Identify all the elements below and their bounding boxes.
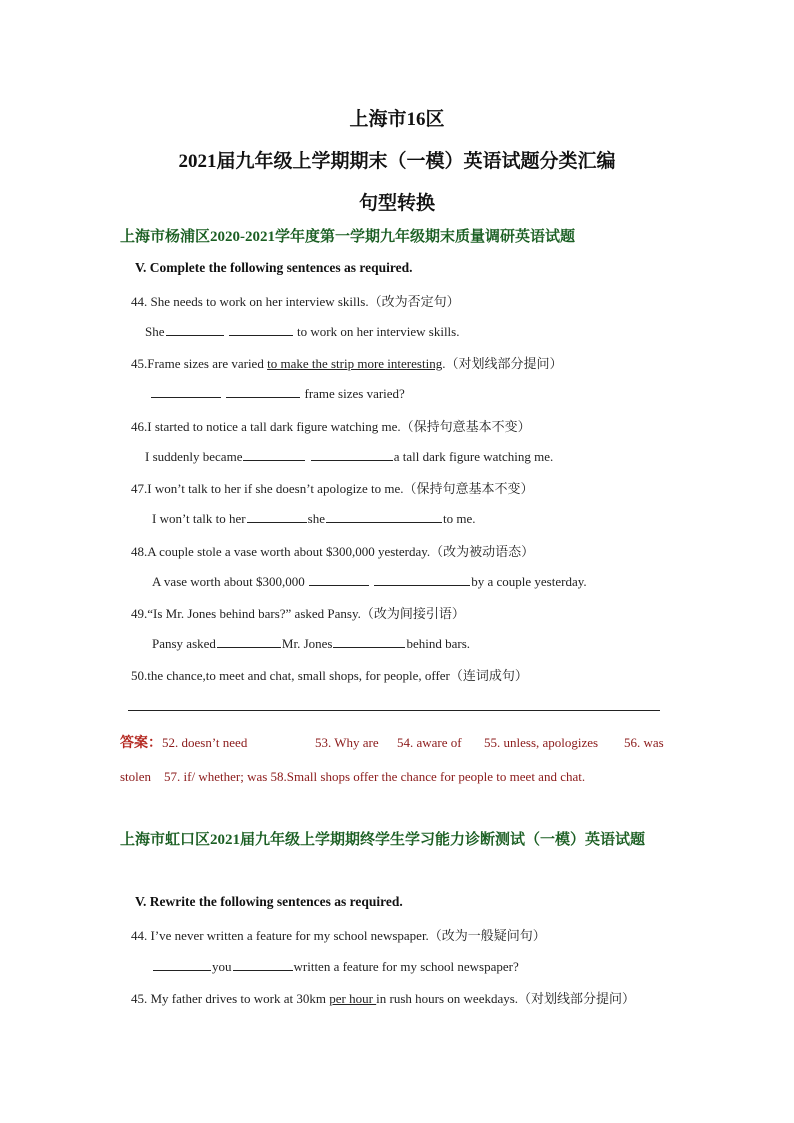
answer-blank[interactable] [247,509,307,523]
question-49: 49.“Is Mr. Jones behind bars?” asked Pansy.（改为间接引语） [131,606,465,621]
answer-blank[interactable] [311,447,393,461]
question-45 [131,353,562,372]
answer-line-45 [150,384,405,402]
answer-suffix: to me. [442,511,476,526]
answer-line-49 [152,634,470,652]
section-instruction: V. Rewrite the following sentences as required. [135,894,403,909]
answer-prefix: Pansy asked [152,636,216,651]
answer-key-item: 53. Why are [315,735,379,750]
doc-title-topic: 句型转换 [358,193,435,214]
answer-prefix: I won’t talk to her [152,511,246,526]
answer-key-item: 55. unless, apologizes [484,735,599,750]
answer-suffix: to work on her interview skills. [297,324,460,339]
doc-title-main: 2021届九年级上学期期末（一模）英语试题分类汇编 [178,151,616,172]
question-44b: 44. I’ve never written a feature for my school newspaper.（改为一般疑问句） [131,928,546,943]
answer-line-48 [152,572,587,590]
section-title-hongkou: 上海市虹口区2021届九年级上学期期终学生学习能力诊断测试（一模）英语试题 [120,832,646,848]
question-instruction: .（对划线部分提问） [442,356,563,371]
question-text: 45.Frame sizes are varied [131,356,268,371]
answer-blank[interactable] [217,634,281,648]
answer-blank[interactable] [229,322,293,336]
answer-blank[interactable] [166,322,224,336]
answer-prefix: I suddenly became [145,449,243,464]
answer-key-item: 56. was [624,735,664,750]
answer-blank[interactable] [151,384,221,398]
answer-suffix: behind bars. [406,636,471,651]
answer-blank[interactable] [333,634,405,648]
answer-blank[interactable] [326,509,442,523]
section-title-yangpu: 上海市杨浦区2020-2021学年度第一学期九年级期末质量调研英语试题 [120,229,575,245]
answer-prefix: A vase worth about $300,000 [152,574,305,589]
underlined-phrase: per hour [329,991,377,1006]
doc-title-region: 上海市16区 [349,109,445,130]
answer-blank[interactable] [153,957,211,971]
answer-suffix: written a feature for my school newspaper? [293,959,519,974]
answer-prefix: She [145,324,165,339]
question-50: 50.the chance,to meet and chat, small shops, for people, offer（连词成句） [131,668,528,683]
question-44: 44. She needs to work on her interview skills.（改为否定句） [131,294,460,309]
answer-blank[interactable] [233,957,293,971]
answer-blank[interactable] [374,572,470,586]
answer-suffix: a tall dark figure watching me. [393,449,554,464]
question-48: 48.A couple stole a vase worth about $300,000 yesterday.（改为被动语态） [131,544,535,559]
question-45b [131,988,635,1007]
answer-key-line2: stolen 57. if/ whether; was 58.Small shops offer the chance for people to meet and chat. [120,769,586,784]
question-47: 47.I won’t talk to her if she doesn’t apologize to me.（保持句意基本不变） [131,481,534,496]
answer-mid: she [307,511,325,526]
question-instruction: in rush hours on weekdays.（对划线部分提问） [376,991,636,1006]
answer-key-label: 答案： [120,736,162,751]
answer-line-47 [152,509,475,527]
answer-blank[interactable] [226,384,300,398]
answer-key-line1 [120,732,247,752]
answer-line-44 [145,322,459,340]
answer-blank[interactable] [309,572,369,586]
section-instruction: V. Complete the following sentences as required. [135,260,413,275]
answer-line-44b [152,957,519,975]
answer-suffix: by a couple yesterday. [471,574,587,589]
answer-key-item: 54. aware of [397,735,462,750]
answer-mid: Mr. Jones [281,636,333,651]
answer-blank[interactable] [243,447,305,461]
answer-mid: you [212,959,232,974]
underlined-phrase: to make the strip more interesting [267,356,443,371]
answer-line-46 [145,447,553,465]
question-46: 46.I started to notice a tall dark figure watching me.（保持句意基本不变） [131,419,531,434]
question-text: 45. My father drives to work at 30km [131,991,330,1006]
answer-key-item: 52. doesn’t need [162,735,248,750]
answer-suffix: frame sizes varied? [304,386,405,401]
answer-rule-50[interactable] [128,710,660,711]
